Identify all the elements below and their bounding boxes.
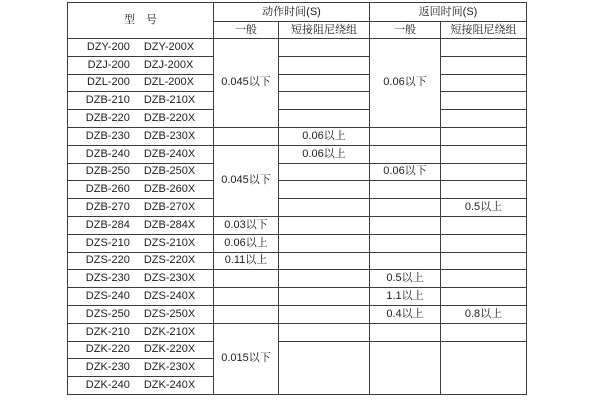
return-damped-winding-cell bbox=[441, 323, 527, 341]
table-row bbox=[68, 305, 527, 323]
action-general-cell: 0.06以上 bbox=[214, 234, 279, 252]
table-row bbox=[68, 163, 527, 181]
return-damped-winding-cell bbox=[441, 252, 527, 270]
header-return-damped-winding: 短接阻尼绕组 bbox=[441, 22, 527, 39]
action-general-cell bbox=[214, 305, 279, 323]
header-action-general: 一般 bbox=[214, 22, 279, 39]
return-general-cell bbox=[370, 216, 441, 234]
header-row-groups bbox=[68, 3, 527, 22]
table-row bbox=[68, 127, 527, 145]
model-code: DZK-220 bbox=[85, 343, 130, 356]
model-cell bbox=[68, 341, 214, 359]
model-cell bbox=[68, 305, 214, 323]
model-code: DZK-240 bbox=[85, 379, 130, 392]
model-code: DZB-284 bbox=[85, 218, 130, 231]
model-cell bbox=[68, 56, 214, 74]
model-code-x: DZK-210X bbox=[143, 325, 196, 338]
return-general-cell bbox=[370, 234, 441, 252]
return-general-cell bbox=[370, 323, 441, 341]
model-cell bbox=[68, 216, 214, 234]
table-row bbox=[68, 288, 527, 306]
action-damped-winding-cell bbox=[279, 163, 370, 181]
model-code-x: DZS-230X bbox=[143, 272, 196, 285]
model-cell bbox=[68, 323, 214, 341]
return-damped-winding-cell bbox=[441, 288, 527, 306]
action-damped-winding-cell bbox=[279, 92, 370, 110]
action-damped-winding-cell bbox=[279, 234, 370, 252]
return-general-cell: 0.06以下 bbox=[370, 39, 441, 128]
action-damped-winding-cell bbox=[279, 110, 370, 128]
action-damped-winding-cell bbox=[279, 56, 370, 74]
action-general-cell: 0.015以下 bbox=[214, 323, 279, 394]
return-general-cell: 1.1以上 bbox=[370, 288, 441, 306]
model-code-x: DZB-250X bbox=[143, 165, 196, 178]
return-general-cell: 0.06以下 bbox=[370, 163, 441, 181]
header-return-general: 一般 bbox=[370, 22, 441, 39]
return-damped-winding-cell bbox=[441, 56, 527, 74]
model-code-x: DZB-230X bbox=[143, 129, 196, 142]
header-return-time: 返回时间(S) bbox=[370, 3, 527, 22]
model-code: DZB-220 bbox=[85, 112, 130, 125]
return-general-cell: 0.4以上 bbox=[370, 305, 441, 323]
return-damped-winding-cell bbox=[441, 270, 527, 288]
model-code-x: DZS-220X bbox=[143, 254, 196, 267]
action-damped-winding-cell bbox=[279, 74, 370, 92]
action-damped-winding-cell bbox=[279, 270, 370, 288]
model-cell bbox=[68, 145, 214, 163]
return-damped-winding-cell bbox=[441, 74, 527, 92]
action-general-cell: 0.11以上 bbox=[214, 252, 279, 270]
return-damped-winding-cell bbox=[441, 163, 527, 181]
header-action-time: 动作时间(S) bbox=[214, 3, 370, 22]
model-cell bbox=[68, 288, 214, 306]
model-code-x: DZY-200X bbox=[143, 40, 195, 53]
table-row bbox=[68, 74, 527, 92]
return-general-cell bbox=[370, 199, 441, 217]
action-general-cell bbox=[214, 288, 279, 306]
model-code: DZB-260 bbox=[85, 183, 130, 196]
model-cell bbox=[68, 270, 214, 288]
model-code: DZK-210 bbox=[85, 325, 130, 338]
table-row bbox=[68, 145, 527, 163]
action-damped-winding-cell bbox=[279, 199, 370, 217]
spec-table bbox=[67, 2, 527, 395]
table-row bbox=[68, 252, 527, 270]
model-cell bbox=[68, 39, 214, 57]
model-code: DZB-270 bbox=[85, 201, 130, 214]
action-damped-winding-cell bbox=[279, 323, 370, 341]
model-code-x: DZB-240X bbox=[143, 147, 196, 160]
return-general-cell bbox=[370, 145, 441, 163]
model-cell bbox=[68, 377, 214, 395]
model-code: DZB-210 bbox=[85, 94, 130, 107]
table-row bbox=[68, 234, 527, 252]
action-damped-winding-cell bbox=[279, 252, 370, 270]
return-damped-winding-cell bbox=[441, 234, 527, 252]
model-code: DZS-230 bbox=[85, 272, 130, 285]
model-code-x: DZJ-200X bbox=[143, 58, 194, 71]
model-code: DZJ-200 bbox=[87, 58, 130, 71]
action-damped-winding-cell bbox=[279, 181, 370, 199]
action-damped-winding-cell bbox=[279, 39, 370, 57]
model-code-x: DZL-200X bbox=[143, 76, 194, 89]
table-row bbox=[68, 92, 527, 110]
model-cell bbox=[68, 252, 214, 270]
return-damped-winding-cell bbox=[441, 341, 527, 394]
model-code-x: DZK-230X bbox=[143, 361, 196, 374]
table-row bbox=[68, 323, 527, 341]
model-code-x: DZB-270X bbox=[143, 201, 196, 214]
return-damped-winding-cell bbox=[441, 181, 527, 199]
action-damped-winding-cell: 0.06以上 bbox=[279, 145, 370, 163]
header-action-damped-winding: 短接阻尼绕组 bbox=[279, 22, 370, 39]
return-damped-winding-cell bbox=[441, 127, 527, 145]
model-cell bbox=[68, 92, 214, 110]
return-general-cell: 0.5以上 bbox=[370, 270, 441, 288]
model-code: DZL-200 bbox=[87, 76, 130, 89]
table-header bbox=[68, 3, 527, 39]
return-damped-winding-cell bbox=[441, 92, 527, 110]
action-general-cell: 0.03以下 bbox=[214, 216, 279, 234]
action-general-cell: 0.045以下 bbox=[214, 145, 279, 216]
return-general-cell bbox=[370, 341, 441, 394]
model-code-x: DZB-210X bbox=[143, 94, 196, 107]
model-cell bbox=[68, 199, 214, 217]
model-cell bbox=[68, 181, 214, 199]
table-row bbox=[68, 199, 527, 217]
table-row bbox=[68, 270, 527, 288]
table-row bbox=[68, 181, 527, 199]
model-cell bbox=[68, 359, 214, 377]
model-code-x: DZB-260X bbox=[143, 183, 196, 196]
model-code: DZK-230 bbox=[85, 361, 130, 374]
action-damped-winding-cell bbox=[279, 288, 370, 306]
table-row bbox=[68, 39, 527, 57]
return-damped-winding-cell bbox=[441, 39, 527, 57]
table-row bbox=[68, 110, 527, 128]
model-code: DZS-210 bbox=[85, 236, 130, 249]
action-general-cell bbox=[214, 270, 279, 288]
table-row bbox=[68, 216, 527, 234]
action-damped-winding-cell: 0.06以上 bbox=[279, 127, 370, 145]
model-code-x: DZS-210X bbox=[143, 236, 196, 249]
action-damped-winding-cell bbox=[279, 216, 370, 234]
model-code-x: DZS-250X bbox=[143, 307, 196, 320]
return-general-cell bbox=[370, 127, 441, 145]
model-code: DZY-200 bbox=[86, 40, 130, 53]
return-damped-winding-cell bbox=[441, 110, 527, 128]
action-general-cell bbox=[214, 127, 279, 145]
model-code-x: DZB-284X bbox=[143, 218, 196, 231]
return-general-cell bbox=[370, 181, 441, 199]
model-code: DZB-230 bbox=[85, 129, 130, 142]
table-row bbox=[68, 56, 527, 74]
model-code: DZB-250 bbox=[85, 165, 130, 178]
model-code-x: DZK-240X bbox=[143, 379, 196, 392]
model-code: DZS-240 bbox=[85, 290, 130, 303]
return-damped-winding-cell bbox=[441, 145, 527, 163]
model-code-x: DZK-220X bbox=[143, 343, 196, 356]
header-model: 型 号 bbox=[68, 3, 214, 39]
model-cell bbox=[68, 127, 214, 145]
action-damped-winding-cell bbox=[279, 305, 370, 323]
return-damped-winding-cell: 0.5以上 bbox=[441, 199, 527, 217]
return-damped-winding-cell bbox=[441, 216, 527, 234]
model-cell bbox=[68, 74, 214, 92]
model-code: DZS-250 bbox=[85, 307, 130, 320]
model-code-x: DZB-220X bbox=[143, 112, 196, 125]
return-damped-winding-cell: 0.8以上 bbox=[441, 305, 527, 323]
return-general-cell bbox=[370, 252, 441, 270]
model-code: DZS-220 bbox=[85, 254, 130, 267]
action-damped-winding-cell bbox=[279, 341, 370, 394]
model-code-x: DZS-240X bbox=[143, 290, 196, 303]
action-general-cell: 0.045以下 bbox=[214, 39, 279, 128]
model-cell bbox=[68, 110, 214, 128]
table-body bbox=[68, 39, 527, 395]
model-code: DZB-240 bbox=[85, 147, 130, 160]
model-cell bbox=[68, 234, 214, 252]
model-cell bbox=[68, 163, 214, 181]
table-row bbox=[68, 341, 527, 359]
